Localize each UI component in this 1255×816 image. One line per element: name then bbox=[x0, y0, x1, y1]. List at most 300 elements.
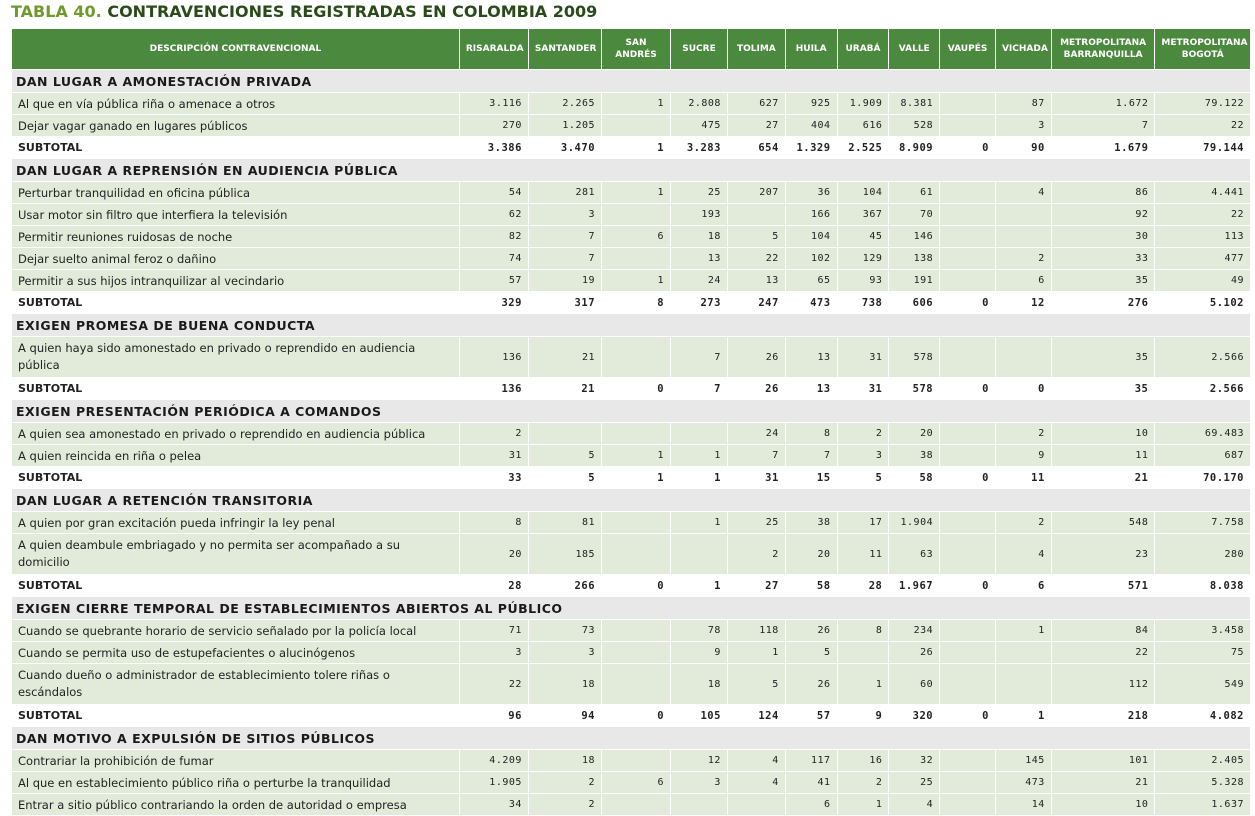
section-title: DAN MOTIVO A EXPULSIÓN DE SITIOS PÚBLICOS bbox=[12, 727, 1251, 750]
table-row bbox=[12, 423, 1251, 445]
row-value: 38 bbox=[889, 445, 940, 467]
row-value: 22 bbox=[727, 248, 785, 270]
row-value: 1.672 bbox=[1051, 93, 1155, 115]
row-value bbox=[995, 664, 1051, 705]
subtotal-value: 58 bbox=[785, 575, 837, 597]
row-value: 3 bbox=[837, 445, 889, 467]
subtotal-value: 2.566 bbox=[1155, 378, 1251, 400]
table-row bbox=[12, 620, 1251, 642]
row-value: 20 bbox=[889, 423, 940, 445]
row-value: 13 bbox=[727, 270, 785, 292]
column-header: VICHADA bbox=[995, 29, 1051, 70]
section-title: DAN LUGAR A RETENCIÓN TRANSITORIA bbox=[12, 489, 1251, 512]
row-value: 11 bbox=[837, 534, 889, 575]
subtotal-value: 0 bbox=[940, 705, 996, 727]
row-value bbox=[995, 337, 1051, 378]
row-value: 1 bbox=[995, 620, 1051, 642]
subtotal-value: 79.144 bbox=[1155, 137, 1251, 159]
subtotal-value: 247 bbox=[727, 292, 785, 314]
subtotal-value: 0 bbox=[995, 378, 1051, 400]
row-value: 1.909 bbox=[837, 93, 889, 115]
row-value: 2 bbox=[995, 248, 1051, 270]
row-value bbox=[602, 115, 671, 137]
row-description: Cuando dueño o administrador de establecimiento tolere riñas o escándalos bbox=[12, 664, 460, 705]
table-row bbox=[12, 772, 1251, 794]
subtotal-value: 606 bbox=[889, 292, 940, 314]
contravenciones-table bbox=[11, 28, 1251, 816]
section-header-row bbox=[12, 727, 1251, 750]
subtotal-value: 12 bbox=[995, 292, 1051, 314]
row-value bbox=[940, 337, 996, 378]
table-row bbox=[12, 115, 1251, 137]
row-value: 1 bbox=[671, 445, 728, 467]
row-description: Al que en establecimiento público riña o perturbe la tranquilidad bbox=[12, 772, 460, 794]
subtotal-value: 1.329 bbox=[785, 137, 837, 159]
column-header: VALLE bbox=[889, 29, 940, 70]
row-value: 2 bbox=[459, 423, 528, 445]
table-row bbox=[12, 248, 1251, 270]
subtotal-value: 0 bbox=[602, 575, 671, 597]
table-row bbox=[12, 270, 1251, 292]
row-value: 4 bbox=[995, 534, 1051, 575]
row-value: 78 bbox=[671, 620, 728, 642]
row-value: 112 bbox=[1051, 664, 1155, 705]
row-value: 65 bbox=[785, 270, 837, 292]
row-value: 7 bbox=[671, 337, 728, 378]
row-value: 17 bbox=[837, 512, 889, 534]
subtotal-value: 58 bbox=[889, 467, 940, 489]
subtotal-value: 8 bbox=[602, 292, 671, 314]
row-value: 69.483 bbox=[1155, 423, 1251, 445]
row-value: 6 bbox=[602, 772, 671, 794]
row-value: 75 bbox=[1155, 642, 1251, 664]
subtotal-value: 0 bbox=[602, 705, 671, 727]
column-header: SAN ANDRÉS bbox=[602, 29, 671, 70]
row-value bbox=[995, 204, 1051, 226]
row-value: 4 bbox=[995, 182, 1051, 204]
row-description: Cuando se permita uso de estupefacientes o alucinógenos bbox=[12, 642, 460, 664]
subtotal-value: 5.102 bbox=[1155, 292, 1251, 314]
subtotal-value: 3.470 bbox=[528, 137, 601, 159]
row-value: 22 bbox=[459, 664, 528, 705]
subtotal-row bbox=[12, 467, 1251, 489]
row-value: 21 bbox=[1051, 772, 1155, 794]
table-row bbox=[12, 337, 1251, 378]
row-value: 81 bbox=[528, 512, 601, 534]
header-row bbox=[12, 29, 1251, 70]
row-value: 627 bbox=[727, 93, 785, 115]
row-value: 4 bbox=[889, 794, 940, 816]
subtotal-label: SUBTOTAL bbox=[12, 467, 460, 489]
table-row bbox=[12, 93, 1251, 115]
row-value: 7 bbox=[528, 248, 601, 270]
row-value: 166 bbox=[785, 204, 837, 226]
row-description: A quien sea amonestado en privado o reprendido en audiencia pública bbox=[12, 423, 460, 445]
row-value: 404 bbox=[785, 115, 837, 137]
row-value: 5 bbox=[785, 642, 837, 664]
row-value: 2 bbox=[995, 512, 1051, 534]
subtotal-value: 31 bbox=[837, 378, 889, 400]
row-value bbox=[602, 664, 671, 705]
row-value: 26 bbox=[785, 664, 837, 705]
row-value: 2.566 bbox=[1155, 337, 1251, 378]
table-title bbox=[11, 0, 597, 26]
subtotal-label: SUBTOTAL bbox=[12, 137, 460, 159]
row-value: 4 bbox=[727, 772, 785, 794]
row-value: 1 bbox=[602, 270, 671, 292]
subtotal-value: 276 bbox=[1051, 292, 1155, 314]
section-title: EXIGEN CIERRE TEMPORAL DE ESTABLECIMIENTOS ABIERTOS AL PÚBLICO bbox=[12, 597, 1251, 620]
row-value: 12 bbox=[671, 750, 728, 772]
row-value bbox=[602, 248, 671, 270]
row-value: 26 bbox=[785, 620, 837, 642]
table-row bbox=[12, 642, 1251, 664]
row-value: 13 bbox=[671, 248, 728, 270]
row-value bbox=[602, 534, 671, 575]
row-value bbox=[602, 794, 671, 816]
section-title: DAN LUGAR A AMONESTACIÓN PRIVADA bbox=[12, 70, 1251, 93]
row-value: 8 bbox=[837, 620, 889, 642]
section-title: EXIGEN PRESENTACIÓN PERIÓDICA A COMANDOS bbox=[12, 400, 1251, 423]
row-value: 31 bbox=[837, 337, 889, 378]
section-header-row bbox=[12, 400, 1251, 423]
subtotal-label: SUBTOTAL bbox=[12, 705, 460, 727]
row-value: 185 bbox=[528, 534, 601, 575]
row-value: 5 bbox=[727, 226, 785, 248]
row-value: 26 bbox=[889, 642, 940, 664]
subtotal-value: 90 bbox=[995, 137, 1051, 159]
row-value: 30 bbox=[1051, 226, 1155, 248]
row-value: 2.405 bbox=[1155, 750, 1251, 772]
row-value: 191 bbox=[889, 270, 940, 292]
subtotal-value: 6 bbox=[995, 575, 1051, 597]
row-value: 9 bbox=[671, 642, 728, 664]
row-value bbox=[940, 512, 996, 534]
row-description: Cuando se quebrante horario de servicio señalado por la policía local bbox=[12, 620, 460, 642]
row-value: 61 bbox=[889, 182, 940, 204]
subtotal-value: 738 bbox=[837, 292, 889, 314]
table-caption: CONTRAVENCIONES REGISTRADAS EN COLOMBIA 2009 bbox=[107, 2, 598, 21]
row-value: 1 bbox=[837, 794, 889, 816]
subtotal-value: 21 bbox=[528, 378, 601, 400]
subtotal-value: 4.082 bbox=[1155, 705, 1251, 727]
row-value: 138 bbox=[889, 248, 940, 270]
row-description: Dejar suelto animal feroz o dañino bbox=[12, 248, 460, 270]
row-value: 8.381 bbox=[889, 93, 940, 115]
row-value: 74 bbox=[459, 248, 528, 270]
row-value: 2.808 bbox=[671, 93, 728, 115]
subtotal-value: 70.170 bbox=[1155, 467, 1251, 489]
subtotal-value: 27 bbox=[727, 575, 785, 597]
column-header: DESCRIPCIÓN CONTRAVENCIONAL bbox=[12, 29, 460, 70]
row-value: 549 bbox=[1155, 664, 1251, 705]
row-value: 687 bbox=[1155, 445, 1251, 467]
row-value: 22 bbox=[1051, 642, 1155, 664]
row-value: 2.265 bbox=[528, 93, 601, 115]
subtotal-value: 31 bbox=[727, 467, 785, 489]
row-value bbox=[602, 750, 671, 772]
row-value: 1 bbox=[727, 642, 785, 664]
subtotal-value: 0 bbox=[940, 292, 996, 314]
row-value bbox=[940, 204, 996, 226]
subtotal-value: 2.525 bbox=[837, 137, 889, 159]
subtotal-value: 320 bbox=[889, 705, 940, 727]
table-number: TABLA 40. bbox=[11, 2, 102, 21]
table-row bbox=[12, 445, 1251, 467]
row-description: A quien haya sido amonestado en privado o reprendido en audiencia pública bbox=[12, 337, 460, 378]
row-value: 104 bbox=[837, 182, 889, 204]
column-header: HUILA bbox=[785, 29, 837, 70]
row-value bbox=[671, 794, 728, 816]
row-value: 35 bbox=[1051, 337, 1155, 378]
subtotal-value: 266 bbox=[528, 575, 601, 597]
row-value: 4.441 bbox=[1155, 182, 1251, 204]
row-description: Entrar a sitio público contrariando la orden de autoridad o empresa bbox=[12, 794, 460, 816]
row-value bbox=[940, 750, 996, 772]
row-value: 24 bbox=[671, 270, 728, 292]
subtotal-value: 0 bbox=[940, 575, 996, 597]
subtotal-value: 5 bbox=[528, 467, 601, 489]
subtotal-value: 11 bbox=[995, 467, 1051, 489]
row-value: 207 bbox=[727, 182, 785, 204]
row-value bbox=[940, 664, 996, 705]
row-description: A quien deambule embriagado y no permita ser acompañado a su domicilio bbox=[12, 534, 460, 575]
row-value: 9 bbox=[995, 445, 1051, 467]
row-value bbox=[940, 226, 996, 248]
row-value: 6 bbox=[995, 270, 1051, 292]
row-value: 925 bbox=[785, 93, 837, 115]
row-value: 2 bbox=[995, 423, 1051, 445]
row-value: 101 bbox=[1051, 750, 1155, 772]
row-value: 25 bbox=[889, 772, 940, 794]
row-description: Dejar vagar ganado en lugares públicos bbox=[12, 115, 460, 137]
row-value: 3.458 bbox=[1155, 620, 1251, 642]
column-header: RISARALDA bbox=[459, 29, 528, 70]
table-row bbox=[12, 664, 1251, 705]
row-value: 25 bbox=[671, 182, 728, 204]
row-value: 22 bbox=[1155, 115, 1251, 137]
table-row bbox=[12, 794, 1251, 816]
row-value: 2 bbox=[837, 772, 889, 794]
subtotal-label: SUBTOTAL bbox=[12, 575, 460, 597]
column-header: SUCRE bbox=[671, 29, 728, 70]
row-value: 13 bbox=[785, 337, 837, 378]
column-header: METROPOLITANA BOGOTÁ bbox=[1155, 29, 1251, 70]
row-value: 477 bbox=[1155, 248, 1251, 270]
row-value: 7 bbox=[727, 445, 785, 467]
subtotal-value: 473 bbox=[785, 292, 837, 314]
row-description: A quien reincida en riña o pelea bbox=[12, 445, 460, 467]
subtotal-value: 654 bbox=[727, 137, 785, 159]
row-value bbox=[940, 182, 996, 204]
subtotal-value: 26 bbox=[727, 378, 785, 400]
row-description: Perturbar tranquilidad en oficina pública bbox=[12, 182, 460, 204]
row-value: 18 bbox=[528, 750, 601, 772]
subtotal-value: 3.386 bbox=[459, 137, 528, 159]
row-value: 7 bbox=[785, 445, 837, 467]
row-value: 45 bbox=[837, 226, 889, 248]
row-value: 2 bbox=[837, 423, 889, 445]
row-value bbox=[940, 93, 996, 115]
subtotal-value: 3.283 bbox=[671, 137, 728, 159]
row-value bbox=[940, 248, 996, 270]
row-value bbox=[837, 642, 889, 664]
row-value: 8 bbox=[785, 423, 837, 445]
row-value: 528 bbox=[889, 115, 940, 137]
subtotal-value: 124 bbox=[727, 705, 785, 727]
row-value: 7 bbox=[1051, 115, 1155, 137]
row-value: 7.758 bbox=[1155, 512, 1251, 534]
row-value bbox=[727, 794, 785, 816]
row-value bbox=[671, 534, 728, 575]
subtotal-value: 94 bbox=[528, 705, 601, 727]
subtotal-value: 0 bbox=[602, 378, 671, 400]
row-value: 86 bbox=[1051, 182, 1155, 204]
row-value: 20 bbox=[785, 534, 837, 575]
row-value: 10 bbox=[1051, 794, 1155, 816]
subtotal-value: 57 bbox=[785, 705, 837, 727]
row-value: 3 bbox=[995, 115, 1051, 137]
row-value: 18 bbox=[528, 664, 601, 705]
row-value bbox=[940, 270, 996, 292]
section-header-row bbox=[12, 159, 1251, 182]
row-value: 38 bbox=[785, 512, 837, 534]
row-value bbox=[602, 512, 671, 534]
subtotal-row bbox=[12, 137, 1251, 159]
subtotal-row bbox=[12, 378, 1251, 400]
row-value: 82 bbox=[459, 226, 528, 248]
row-value: 3 bbox=[459, 642, 528, 664]
row-value: 145 bbox=[995, 750, 1051, 772]
row-value: 3 bbox=[528, 204, 601, 226]
row-value: 6 bbox=[602, 226, 671, 248]
subtotal-value: 21 bbox=[1051, 467, 1155, 489]
row-value: 16 bbox=[837, 750, 889, 772]
section-header-row bbox=[12, 314, 1251, 337]
row-value bbox=[602, 620, 671, 642]
subtotal-value: 28 bbox=[459, 575, 528, 597]
row-value: 54 bbox=[459, 182, 528, 204]
section-header-row bbox=[12, 597, 1251, 620]
row-value: 57 bbox=[459, 270, 528, 292]
subtotal-value: 329 bbox=[459, 292, 528, 314]
subtotal-value: 571 bbox=[1051, 575, 1155, 597]
subtotal-value: 578 bbox=[889, 378, 940, 400]
subtotal-value: 1 bbox=[671, 467, 728, 489]
row-value: 73 bbox=[528, 620, 601, 642]
row-value: 2 bbox=[528, 794, 601, 816]
row-value: 18 bbox=[671, 226, 728, 248]
row-value: 22 bbox=[1155, 204, 1251, 226]
row-value: 25 bbox=[727, 512, 785, 534]
subtotal-value: 35 bbox=[1051, 378, 1155, 400]
row-value: 270 bbox=[459, 115, 528, 137]
row-value: 367 bbox=[837, 204, 889, 226]
column-header: METROPOLITANA BARRANQUILLA bbox=[1051, 29, 1155, 70]
row-value bbox=[940, 794, 996, 816]
row-value bbox=[602, 337, 671, 378]
table-row bbox=[12, 204, 1251, 226]
row-value: 1 bbox=[602, 182, 671, 204]
subtotal-value: 96 bbox=[459, 705, 528, 727]
subtotal-value: 317 bbox=[528, 292, 601, 314]
subtotal-value: 33 bbox=[459, 467, 528, 489]
row-value: 548 bbox=[1051, 512, 1155, 534]
row-value bbox=[940, 445, 996, 467]
row-value: 616 bbox=[837, 115, 889, 137]
row-value: 19 bbox=[528, 270, 601, 292]
row-value: 14 bbox=[995, 794, 1051, 816]
row-value bbox=[995, 226, 1051, 248]
subtotal-label: SUBTOTAL bbox=[12, 292, 460, 314]
section-header-row bbox=[12, 70, 1251, 93]
row-value: 113 bbox=[1155, 226, 1251, 248]
row-value: 104 bbox=[785, 226, 837, 248]
subtotal-value: 273 bbox=[671, 292, 728, 314]
row-value bbox=[940, 534, 996, 575]
subtotal-value: 1.679 bbox=[1051, 137, 1155, 159]
subtotal-value: 15 bbox=[785, 467, 837, 489]
row-value: 1 bbox=[837, 664, 889, 705]
row-value: 280 bbox=[1155, 534, 1251, 575]
row-value: 11 bbox=[1051, 445, 1155, 467]
row-value: 117 bbox=[785, 750, 837, 772]
row-value: 49 bbox=[1155, 270, 1251, 292]
row-value: 118 bbox=[727, 620, 785, 642]
row-value: 10 bbox=[1051, 423, 1155, 445]
subtotal-value: 28 bbox=[837, 575, 889, 597]
row-value: 23 bbox=[1051, 534, 1155, 575]
row-value: 3 bbox=[528, 642, 601, 664]
row-value: 234 bbox=[889, 620, 940, 642]
row-value bbox=[671, 423, 728, 445]
column-header: VAUPÉS bbox=[940, 29, 996, 70]
row-value bbox=[727, 204, 785, 226]
row-value: 92 bbox=[1051, 204, 1155, 226]
row-value: 24 bbox=[727, 423, 785, 445]
row-value: 2 bbox=[727, 534, 785, 575]
row-value bbox=[602, 423, 671, 445]
row-value: 1.904 bbox=[889, 512, 940, 534]
subtotal-value: 136 bbox=[459, 378, 528, 400]
subtotal-value: 8.038 bbox=[1155, 575, 1251, 597]
row-value: 84 bbox=[1051, 620, 1155, 642]
subtotal-value: 0 bbox=[940, 467, 996, 489]
row-description: Usar motor sin filtro que interfiera la televisión bbox=[12, 204, 460, 226]
row-value: 1.637 bbox=[1155, 794, 1251, 816]
row-value: 4 bbox=[727, 750, 785, 772]
row-value: 1.905 bbox=[459, 772, 528, 794]
row-value: 193 bbox=[671, 204, 728, 226]
row-value: 6 bbox=[785, 794, 837, 816]
row-value: 281 bbox=[528, 182, 601, 204]
row-value bbox=[940, 772, 996, 794]
row-description: Permitir reuniones ruidosas de noche bbox=[12, 226, 460, 248]
row-value: 7 bbox=[528, 226, 601, 248]
section-title: EXIGEN PROMESA DE BUENA CONDUCTA bbox=[12, 314, 1251, 337]
row-value: 136 bbox=[459, 337, 528, 378]
row-value: 1 bbox=[602, 445, 671, 467]
row-value: 475 bbox=[671, 115, 728, 137]
subtotal-value: 1 bbox=[671, 575, 728, 597]
subtotal-value: 1 bbox=[602, 137, 671, 159]
row-value: 32 bbox=[889, 750, 940, 772]
row-description: Permitir a sus hijos intranquilizar al vecindario bbox=[12, 270, 460, 292]
row-value: 93 bbox=[837, 270, 889, 292]
row-description: Contrariar la prohibición de fumar bbox=[12, 750, 460, 772]
row-value: 26 bbox=[727, 337, 785, 378]
subtotal-label: SUBTOTAL bbox=[12, 378, 460, 400]
